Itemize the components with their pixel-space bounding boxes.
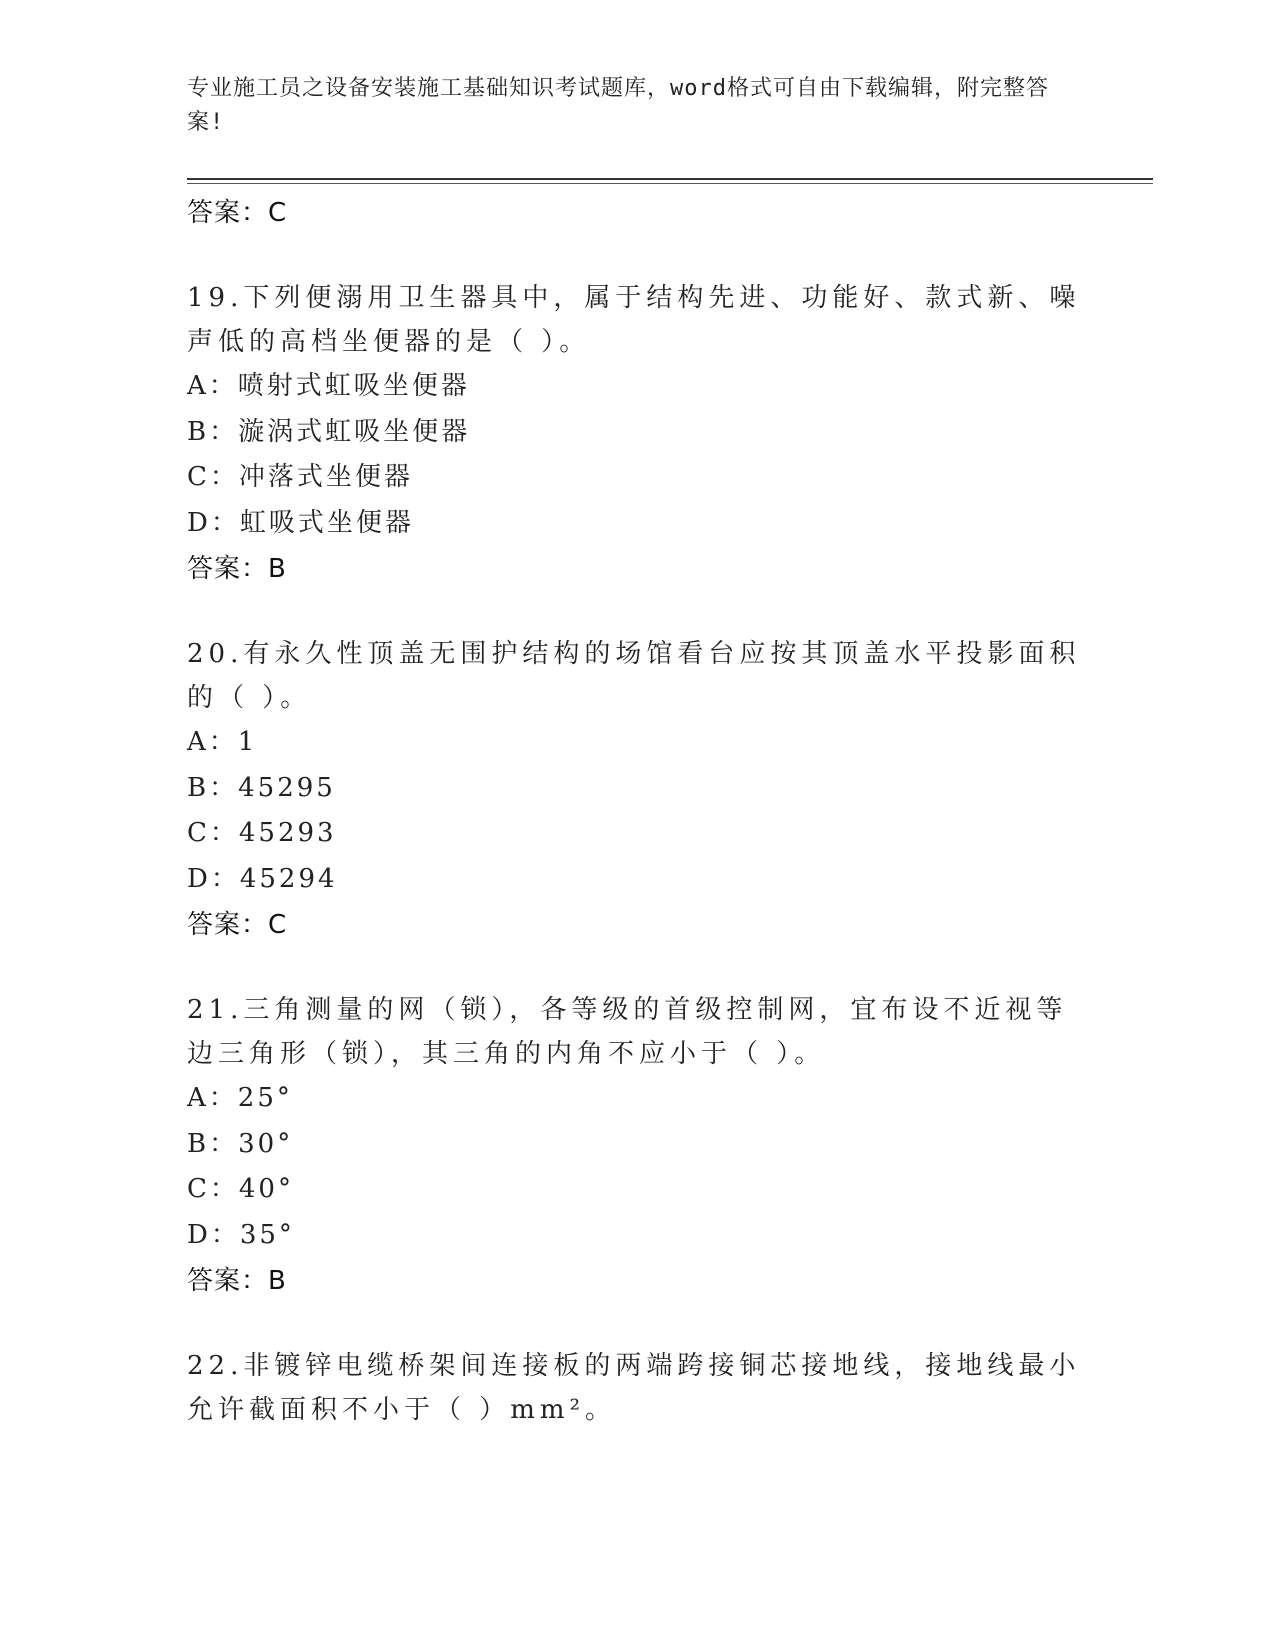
option-c: C：冲落式坐便器 [187,462,413,492]
option-a: A：25° [187,1083,293,1113]
answer-line: 答案：C [187,910,288,940]
option-a: A：1 [187,727,258,757]
option-a: A：喷射式虹吸坐便器 [187,371,470,401]
question-text: 22.非镀锌电缆桥架间连接板的两端跨接铜芯接地线，接地线最小允许截面积不小于（ ）mm²。 [187,1351,1081,1425]
option-d: D：虹吸式坐便器 [187,507,414,538]
header-divider-thin [187,183,1153,184]
header-divider-thick [187,178,1153,180]
question-block [187,988,1087,1304]
option-d: D：35° [187,1219,295,1250]
option-b: B：漩涡式虹吸坐便器 [187,416,471,447]
answer-line: 答案：B [187,1266,287,1296]
question-text: 20.有永久性顶盖无围护结构的场馆看台应按其顶盖水平投影面积的（ ）。 [187,639,1081,713]
option-c: C：40° [187,1174,294,1204]
answer-line: 答案：C [187,198,288,228]
spacer [187,948,1087,988]
option-d: D：45294 [187,863,338,894]
question-block [187,276,1087,592]
question-text: 19.下列便溺用卫生器具中，属于结构先进、功能好、款式新、噪声低的高档坐便器的是（ ）。 [187,283,1081,357]
question-block [187,1344,1087,1432]
option-b: B：30° [187,1128,294,1159]
answer-line: 答案：B [187,554,287,584]
question-text: 21.三角测量的网（锁），各等级的首级控制网，宜布设不近视等边三角形（锁），其三角的内角不应小于（ ）。 [187,995,1068,1069]
page-header-text: 专业施工员之设备安装施工基础知识考试题库，word格式可自由下载编辑，附完整答案! [187,76,1049,135]
option-c: C：45293 [187,818,337,848]
spacer [187,236,1087,276]
spacer [187,1304,1087,1344]
question-list [187,190,1087,1432]
spacer [187,592,1087,632]
question-block [187,632,1087,948]
option-b: B：45295 [187,772,336,803]
